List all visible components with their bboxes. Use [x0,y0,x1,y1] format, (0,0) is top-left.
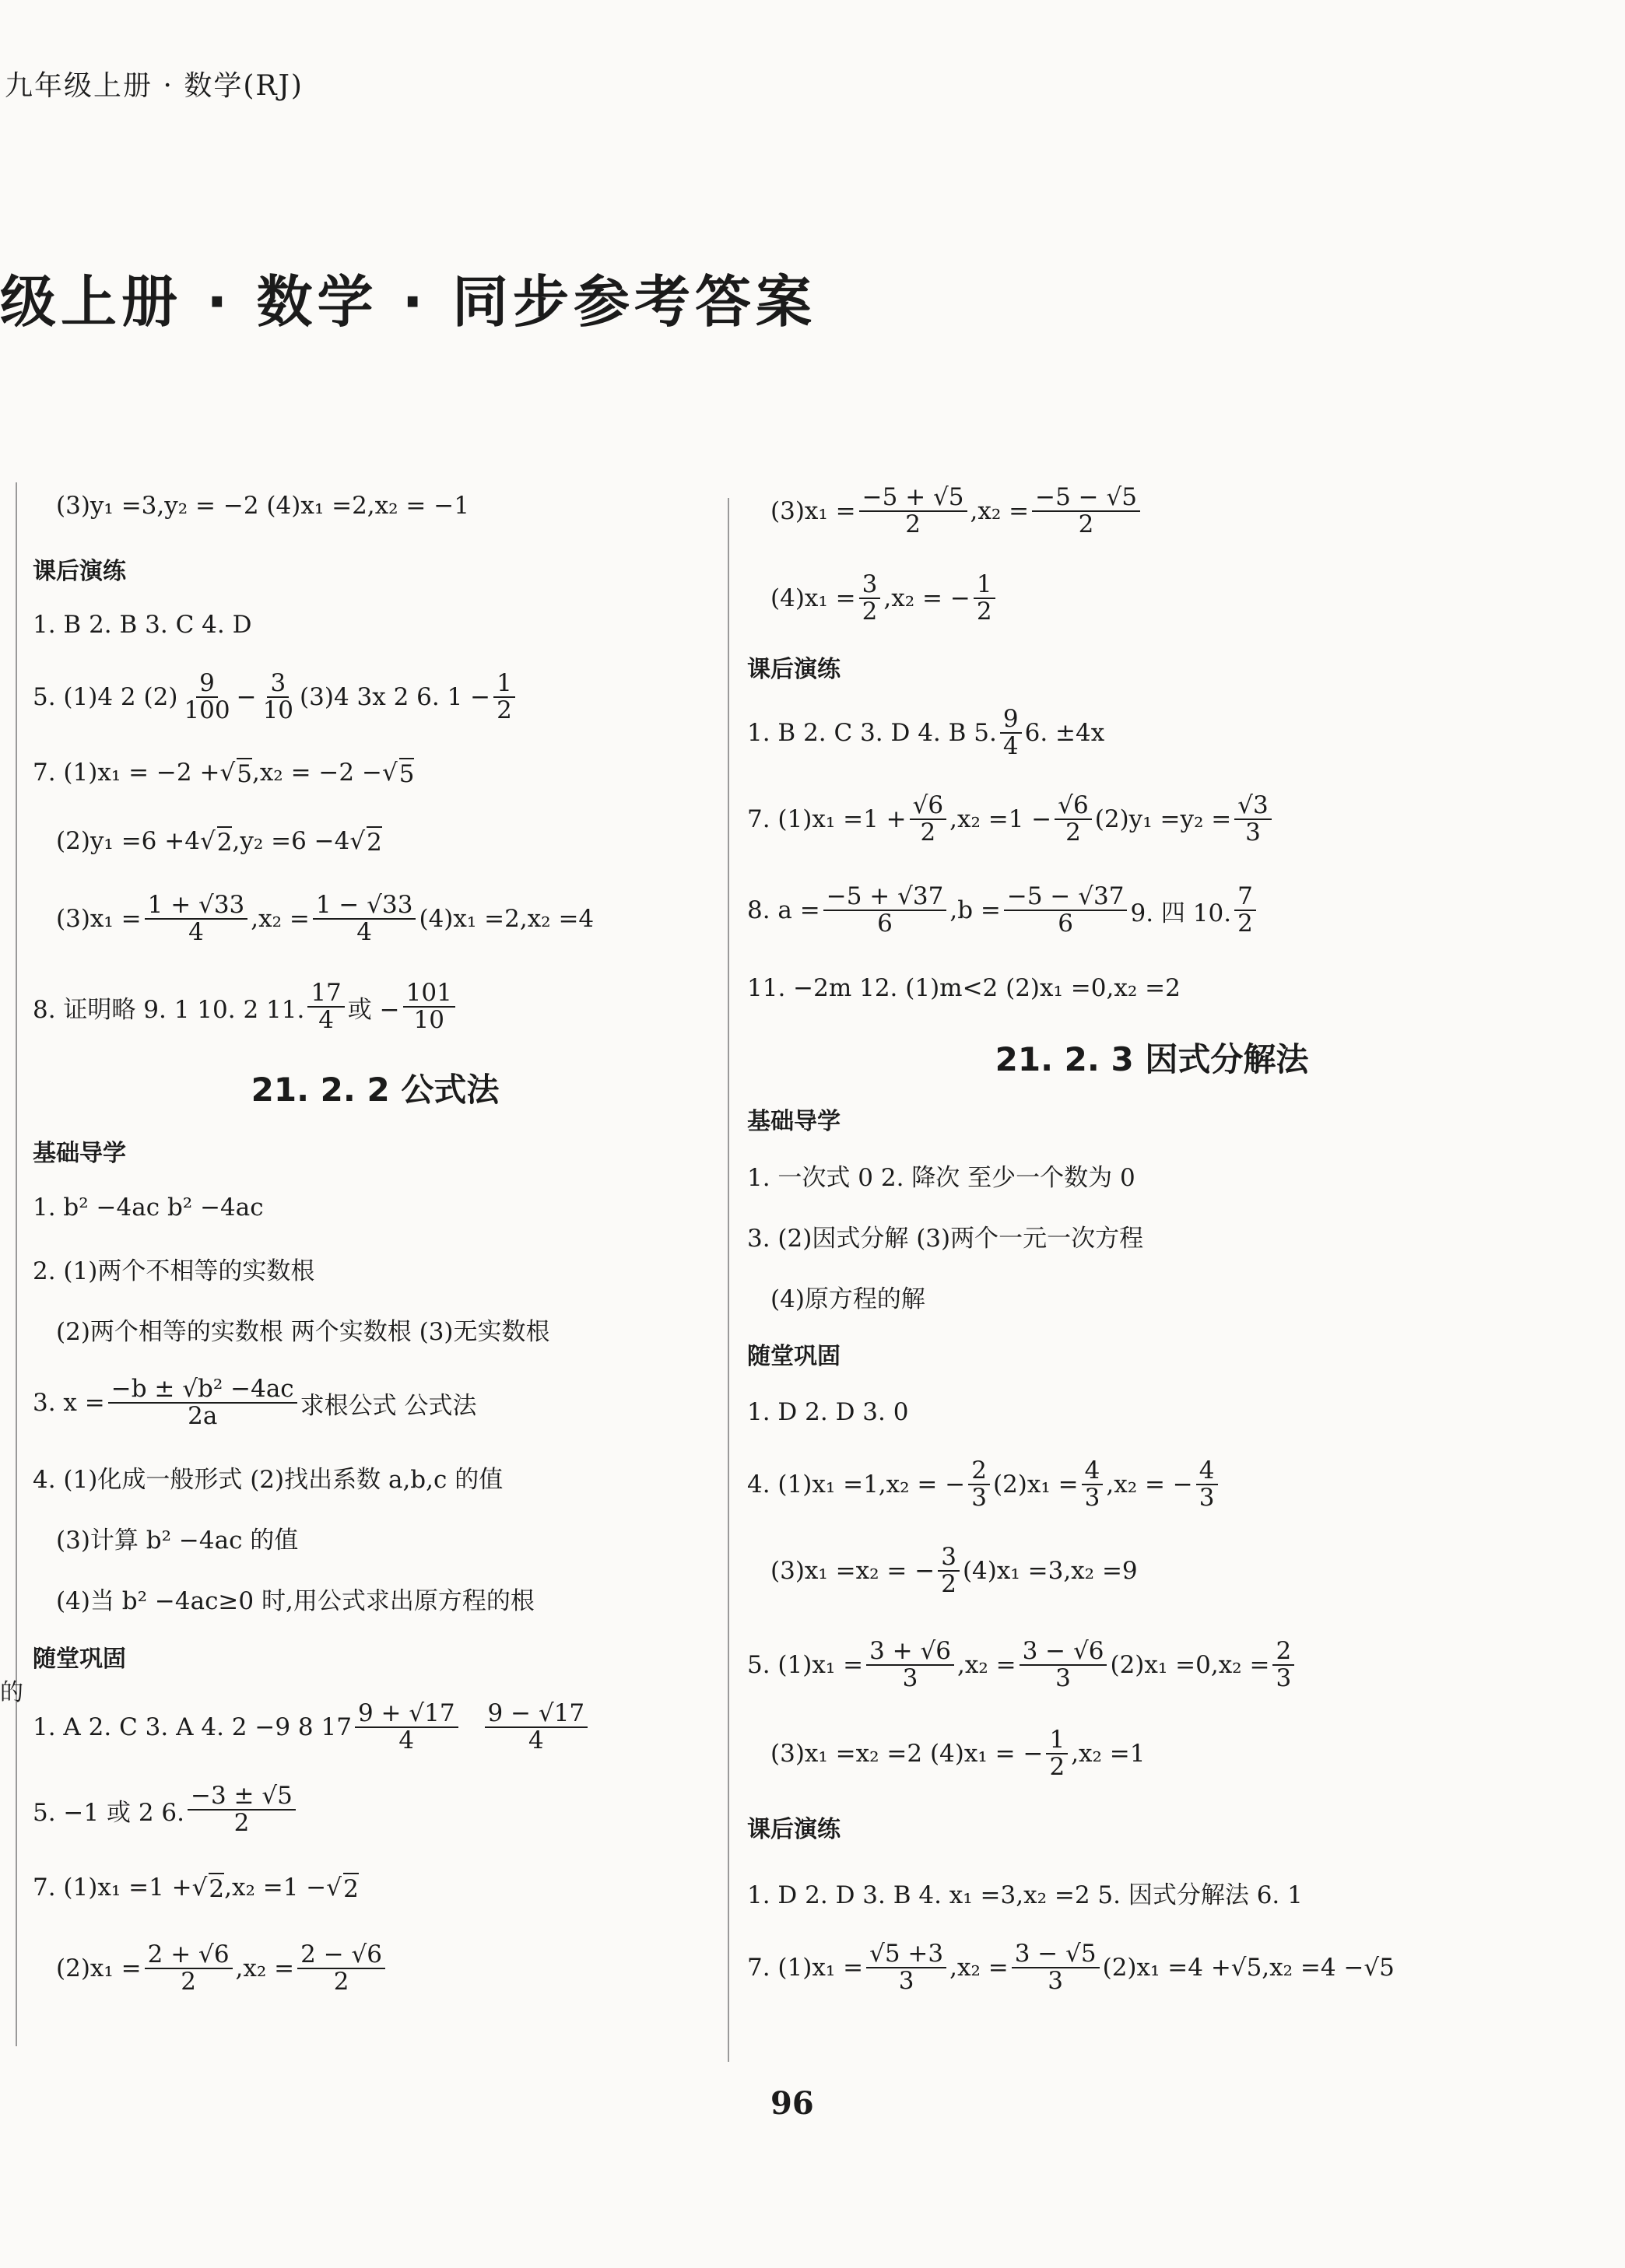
num: 9 [196,671,218,698]
text: ,x₂ = − [883,584,970,612]
fraction [297,1942,385,1994]
num: √6 [1055,793,1091,820]
text: 5. (1)4 2 (2) [33,683,178,711]
num: 1 [974,572,995,599]
answer-line [747,1617,1557,1713]
text: 5. −1 或 2 6. [33,1798,184,1827]
answer-line [33,875,718,963]
fraction [1000,706,1022,759]
den: 4 [528,1726,544,1754]
num: 3 [859,572,881,599]
den: 3 [1276,1664,1292,1692]
answer-line [747,467,1557,556]
num: 4 [1082,1458,1104,1485]
fraction [1234,884,1256,936]
fraction [145,1942,233,1994]
text: 8. 证明略 9. 1 10. 2 11. [33,995,305,1024]
text: ,x₂ = [956,1651,1016,1679]
text: 7. (1)x₁ =1 + [747,805,907,833]
num: 7 [1234,884,1256,911]
num: 3 [267,671,289,698]
fraction [260,671,297,723]
fraction [974,572,995,624]
text: (2)x₁ =4 +√5,x₂ =4 −√5 [1102,1954,1395,1982]
answer-line: 11. −2m 12. (1)m<2 (2)x₁ =0,x₂ =2 [747,974,1181,1002]
radicand: 2 [367,826,382,857]
text: ,x₂ =1 − [949,805,1052,833]
text: ,x₂ =1 − [224,1874,327,1902]
subheading-suitang: 随堂巩固 [33,1646,126,1673]
num: 1 + √33 [145,892,248,920]
text: (3)x₁ = [56,905,142,933]
book-header: 九年级上册 · 数学(RJ) [5,70,304,102]
subheading-suitang: 随堂巩固 [747,1343,841,1370]
answer-line: 1. D 2. D 3. 0 [747,1398,909,1426]
answer-line: 2. (1)两个不相等的实数根 [33,1257,315,1285]
num: 9 + √17 [355,1701,458,1728]
den: 6 [877,910,893,938]
text: ,x₂ = [251,905,310,933]
fraction [1004,884,1128,936]
num: √3 [1234,793,1271,820]
num: 2 − √6 [297,1942,385,1969]
den: 4 [398,1726,415,1754]
den: 100 [184,696,230,724]
den: 6 [1058,910,1074,938]
den: 4 [188,918,204,946]
fraction [1012,1941,1100,1993]
den: 3 [898,1967,914,1995]
den: 2 [1078,510,1094,538]
text: 7. (1)x₁ = [747,1954,864,1982]
text: 8. a = [747,896,820,924]
num: 3 − √6 [1020,1639,1107,1666]
answer-line: (3)y₁ =3,y₂ = −2 (4)x₁ =2,x₂ = −1 [56,492,469,520]
num: 3 − √5 [1012,1941,1100,1968]
text: (2)x₁ = [992,1471,1079,1499]
den: 3 [1055,1664,1071,1692]
text: (3)x₁ = [770,497,856,525]
num: 9 [1000,706,1022,734]
fraction [910,793,946,845]
text: ,b = [949,896,1001,924]
text: 5. (1)x₁ = [747,1651,864,1679]
text: 7. (1)x₁ =1 + [33,1874,192,1902]
answer-line [747,692,1557,773]
answer-line [33,1360,718,1446]
text: 求根公式 公式法 [300,1391,477,1420]
text: ,x₂ = [235,1954,295,1982]
num: 2 [968,1458,990,1485]
fraction [1272,1639,1294,1691]
den: 4 [356,918,373,946]
left-rule [16,482,17,2046]
page-banner-title: 级上册 · 数学 · 同步参考答案 [0,269,816,335]
text: ,x₂ =1 [1071,1740,1146,1768]
num: −5 − √37 [1004,884,1128,911]
radicand: 2 [343,1873,359,1903]
fraction [1082,1458,1104,1510]
den: 4 [318,1006,334,1034]
fraction [181,671,233,723]
answer-line: (4)原方程的解 [770,1285,925,1313]
answer-line [747,1925,1557,2010]
num: 1 [1046,1727,1068,1754]
fraction [859,485,967,537]
margin-fragment: 的 [0,1679,23,1706]
fraction [403,980,455,1032]
text: 1. A 2. C 3. A 4. 2 −9 8 17 [33,1713,352,1741]
text: 3. x = [33,1389,105,1417]
answer-line [747,1444,1557,1525]
num: 101 [403,980,455,1008]
text: (4)x₁ =2,x₂ =4 [419,905,595,933]
num: 1 − √33 [313,892,416,920]
den: 4 [1002,732,1019,760]
text: − [236,683,257,711]
num: 9 − √17 [485,1701,588,1728]
fraction [307,980,344,1032]
fraction [493,671,515,723]
answer-line: 4. (1)化成一般形式 (2)找出系数 a,b,c 的值 [33,1465,504,1494]
text: 9. 四 10. [1130,899,1232,927]
num: √6 [910,793,946,820]
num: −5 − √5 [1032,485,1140,512]
fraction [1046,1727,1068,1779]
den: 2 [333,1968,349,1996]
num: 2 [1272,1639,1294,1666]
text: ,y₂ =6 −4 [232,827,350,855]
fraction [968,1458,990,1510]
text: 或 − [347,995,400,1024]
fraction [1020,1639,1107,1691]
text: (2)y₁ =y₂ = [1094,805,1232,833]
den: 3 [1199,1484,1215,1512]
subheading-kehou: 课后演练 [33,558,126,585]
subheading-jichu: 基础导学 [33,1140,126,1167]
text: (2)x₁ =0,x₂ = [1110,1651,1270,1679]
answer-line: 1. B 2. B 3. C 4. D [33,611,252,639]
num: −b ± √b² −4ac [108,1376,297,1404]
text: (3)x₁ =x₂ =2 (4)x₁ = − [770,1740,1044,1768]
num: 2 + √6 [145,1942,233,1969]
fraction [1234,793,1271,845]
answer-line: 7. (1)x₁ =1 + √ 2 ,x₂ =1 − √ 2 [33,1874,359,1903]
num: −3 ± √5 [188,1783,296,1811]
answer-line: 1. b² −4ac b² −4ac [33,1194,264,1222]
answer-line: 1. 一次式 0 2. 降次 至少一个数为 0 [747,1163,1135,1192]
answer-line: 1. D 2. D 3. B 4. x₁ =3,x₂ =2 5. 因式分解法 6. 1 [747,1881,1303,1909]
den: 2 [905,510,921,538]
radicand: 2 [217,826,233,857]
num: 1 [493,671,515,698]
text: (2)x₁ = [56,1954,142,1982]
num: −5 + √37 [823,884,947,911]
column-divider [728,498,729,2062]
den: 2 [920,819,936,847]
den: 2 [976,598,992,626]
den: 2a [188,1402,218,1430]
den: 10 [413,1006,444,1034]
text: 6. ±4x [1024,719,1105,747]
radicand: 2 [209,1873,224,1903]
right-column [747,467,1557,2010]
den: 3 [1084,1484,1100,1512]
subheading-kehou: 课后演练 [747,1816,841,1843]
fraction [823,884,947,936]
text: 1. B 2. C 3. D 4. B 5. [747,719,997,747]
den: 2 [233,1809,250,1837]
answer-line [747,1525,1557,1617]
fraction [859,572,881,624]
answer-line [747,556,1557,641]
den: 2 [497,696,512,724]
fraction [145,892,248,945]
answer-line: (3)计算 b² −4ac 的值 [56,1526,299,1555]
text: (2)y₁ =6 +4 [56,827,200,855]
radicand: 5 [399,758,415,788]
text: 4. (1)x₁ =1,x₂ = − [747,1471,966,1499]
fraction [108,1376,297,1428]
text: (3)4 3x 2 6. 1 − [300,683,491,711]
answer-line: (2)y₁ =6 +4 √ 2 ,y₂ =6 −4 √ 2 [56,827,382,857]
den: 3 [1048,1967,1064,1995]
fraction [866,1639,954,1691]
den: 3 [1245,819,1261,847]
den: 2 [941,1570,956,1598]
num: 4 [1196,1458,1218,1485]
subheading-kehou: 课后演练 [747,656,841,683]
page-number: 96 [770,2085,814,2122]
fraction [866,1941,946,1993]
subheading-jichu: 基础导学 [747,1108,841,1135]
left-column [33,467,718,2010]
fraction [1032,485,1140,537]
fraction [938,1544,960,1597]
fraction [313,892,416,945]
answer-line [33,1926,718,2010]
answer-line [33,963,718,1050]
answer-line [33,1771,718,1849]
fraction [355,1701,458,1753]
text: 7. (1)x₁ = −2 + [33,759,220,787]
answer-line: 3. (2)因式分解 (3)两个一元一次方程 [747,1224,1144,1253]
text: (4)x₁ =3,x₂ =9 [962,1557,1138,1585]
den: 2 [862,598,878,626]
den: 2 [1049,1753,1065,1781]
text: ,x₂ = [949,1954,1009,1982]
answer-line [747,773,1557,865]
answer-line [33,1684,718,1771]
answer-line: (2)两个相等的实数根 两个实数根 (3)无实数根 [56,1317,550,1346]
text: ,x₂ = − [1106,1471,1193,1499]
text: (3)x₁ =x₂ = − [770,1557,935,1585]
fraction [188,1783,296,1835]
fraction [1055,793,1091,845]
num: 17 [307,980,344,1008]
section-title: 21. 2. 3 因式分解法 [995,1040,1309,1078]
num: √5 +3 [866,1941,946,1968]
text: ,x₂ = [970,497,1030,525]
fraction [485,1701,588,1753]
num: 3 [938,1544,960,1572]
answer-line [747,1713,1557,1794]
section-title: 21. 2. 2 公式法 [251,1071,500,1109]
num: 3 + √6 [866,1639,954,1666]
radicand: 5 [237,758,252,788]
answer-line: (4)当 b² −4ac≥0 时,用公式求出原方程的根 [56,1586,535,1615]
den: 3 [902,1664,918,1692]
text: (4)x₁ = [770,584,856,612]
answer-line: 7. (1)x₁ = −2 + √ 5 ,x₂ = −2 − √ 5 [33,759,415,788]
den: 2 [181,1968,196,1996]
text: ,x₂ = −2 − [251,759,382,787]
den: 2 [1065,819,1081,847]
fraction [1196,1458,1218,1510]
den: 10 [262,696,294,724]
answer-line [33,657,718,738]
num: −5 + √5 [859,485,967,512]
answer-line [747,865,1557,955]
den: 2 [1237,910,1253,938]
den: 3 [971,1484,987,1512]
